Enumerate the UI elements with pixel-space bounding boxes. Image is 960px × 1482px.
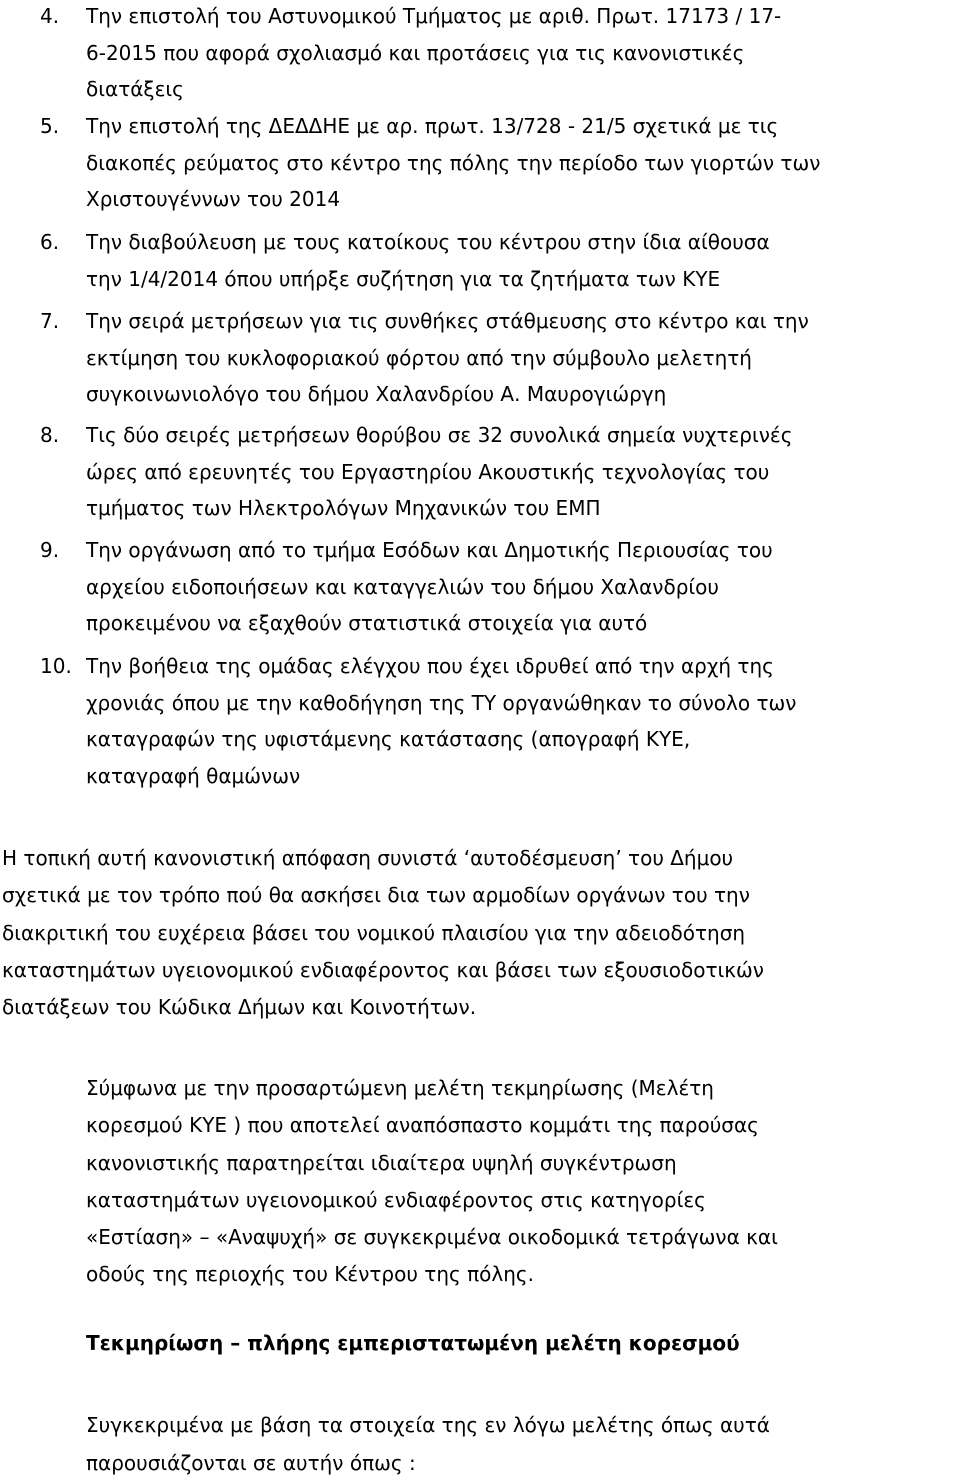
list-item-line: Την επιστολή της ΔΕΔΔΗΕ με αρ. πρωτ. 13/728 - 21/5 σχετικά με τις bbox=[86, 114, 779, 138]
list-item-line: διακοπές ρεύματος στο κέντρο της πόλης την περίοδο των γιορτών των bbox=[86, 150, 821, 175]
list-item-line: Την σειρά μετρήσεων για τις συνθήκες στάθμευσης στο κέντρο και την bbox=[86, 309, 809, 333]
list-item-text bbox=[86, 417, 960, 527]
list-item-text bbox=[86, 0, 960, 108]
list-item-line: Τις δύο σειρές μετρήσεων θορύβου σε 32 συνολικά σημεία νυχτερινές bbox=[86, 423, 793, 447]
list-item-text bbox=[86, 303, 960, 413]
paragraph-line: διακριτική του ευχέρεια βάσει του νομικού πλαισίου για την αδειοδότηση bbox=[2, 920, 746, 945]
list-item-line: τμήματος των Ηλεκτρολόγων Μηχανικών του ΕΜΠ bbox=[86, 496, 601, 521]
paragraph-line: κορεσμού ΚΥΕ ) που αποτελεί αναπόσπαστο κομμάτι της παρούσας bbox=[86, 1113, 759, 1138]
list-item-number: 6. bbox=[40, 230, 60, 254]
paragraph-line: Η τοπική αυτή κανονιστική απόφαση συνιστά ‘αυτοδέσμευση’ του Δήμου bbox=[2, 846, 734, 870]
list-item-line: ώρες από ερευνητές του Εργαστηρίου Ακουστικής τεχνολογίας του bbox=[86, 459, 770, 484]
paragraph-line: Συγκεκριμένα με βάση τα στοιχεία της εν λόγω μελέτης όπως αυτά bbox=[86, 1413, 770, 1437]
list-item-number: 8. bbox=[40, 423, 60, 447]
list-item-number: 4. bbox=[40, 4, 60, 28]
list-item-line: συγκοινωνιολόγο του δήμου Χαλανδρίου Α. Μαυρογιώργη bbox=[86, 382, 667, 407]
list-item-text bbox=[86, 224, 960, 297]
list-item-text bbox=[86, 108, 960, 218]
paragraph-line: καταστημάτων υγειονομικού ενδιαφέροντος και βάσει των εξουσιοδοτικών bbox=[2, 957, 764, 982]
paragraph-line: Σύμφωνα με την προσαρτώμενη μελέτη τεκμηρίωσης (Μελέτη bbox=[86, 1076, 714, 1100]
list-item-line: καταγραφών της υφιστάμενης κατάστασης (απογραφή ΚΥΕ, bbox=[86, 727, 691, 752]
list-item-line: Την βοήθεια της ομάδας ελέγχου που έχει ιδρυθεί από την αρχή της bbox=[86, 654, 774, 678]
list-item-number: 7. bbox=[40, 309, 60, 333]
list-item-line: διατάξεις bbox=[86, 77, 184, 102]
list-item-text bbox=[86, 648, 960, 794]
paragraph-closing bbox=[86, 1406, 770, 1482]
paragraph-line: διατάξεων του Κώδικα Δήμων και Κοινοτήτων. bbox=[2, 995, 477, 1020]
list-item-line: 6-2015 που αφορά σχολιασμό και προτάσεις για τις κανονιστικές bbox=[86, 40, 745, 65]
list-item-line: Χριστουγέννων του 2014 bbox=[86, 187, 341, 212]
list-item-text bbox=[86, 532, 960, 642]
paragraph-saturation-study bbox=[86, 1070, 778, 1294]
list-item-number: 5. bbox=[40, 114, 60, 138]
list-item-line: χρονιάς όπου με την καθοδήγηση της ΤΥ οργανώθηκαν το σύνολο των bbox=[86, 690, 797, 715]
list-item-line: εκτίμηση του κυκλοφοριακού φόρτου από την σύμβουλο μελετητή bbox=[86, 345, 752, 370]
list-item-number: 10. bbox=[40, 654, 72, 678]
list-item-line: Την διαβούλευση με τους κατοίκους του κέντρου στην ίδια αίθουσα bbox=[86, 230, 770, 254]
list-item-line: αρχείου ειδοποιήσεων και καταγγελιών του δήμου Χαλανδρίου bbox=[86, 574, 719, 599]
paragraph-line: οδούς της περιοχής του Κέντρου της πόλης. bbox=[86, 1262, 534, 1287]
paragraph-line: παρουσιάζονται σε αυτήν όπως : bbox=[86, 1451, 416, 1475]
paragraph-self-commitment bbox=[2, 840, 764, 1026]
section-heading: Τεκμηρίωση – πλήρης εμπεριστατωμένη μελέτη κορεσμού bbox=[86, 1331, 740, 1355]
list-item-number: 9. bbox=[40, 538, 60, 562]
paragraph-line: «Εστίαση» – «Αναψυχή» σε συγκεκριμένα οικοδομικά τετράγωνα και bbox=[86, 1225, 778, 1250]
paragraph-line: σχετικά με τον τρόπο πού θα ασκήσει δια των αρμοδίων οργάνων του την bbox=[2, 883, 750, 908]
list-item-line: καταγραφή θαμώνων bbox=[86, 763, 301, 788]
list-item-line: προκειμένου να εξαχθούν στατιστικά στοιχεία για αυτό bbox=[86, 611, 648, 636]
list-item-line: Την οργάνωση από το τμήμα Εσόδων και Δημοτικής Περιουσίας του bbox=[86, 538, 773, 562]
paragraph-line: καταστημάτων υγειονομικού ενδιαφέροντος στις κατηγορίες bbox=[86, 1187, 706, 1212]
paragraph-line: κανονιστικής παρατηρείται ιδιαίτερα υψηλή συγκέντρωση bbox=[86, 1150, 677, 1175]
list-item-line: την 1/4/2014 όπου υπήρξε συζήτηση για τα ζητήματα των ΚΥΕ bbox=[86, 266, 721, 291]
list-item-line: Την επιστολή του Αστυνομικού Τμήματος με αριθ. Πρωτ. 17173 / 17- bbox=[86, 4, 782, 28]
